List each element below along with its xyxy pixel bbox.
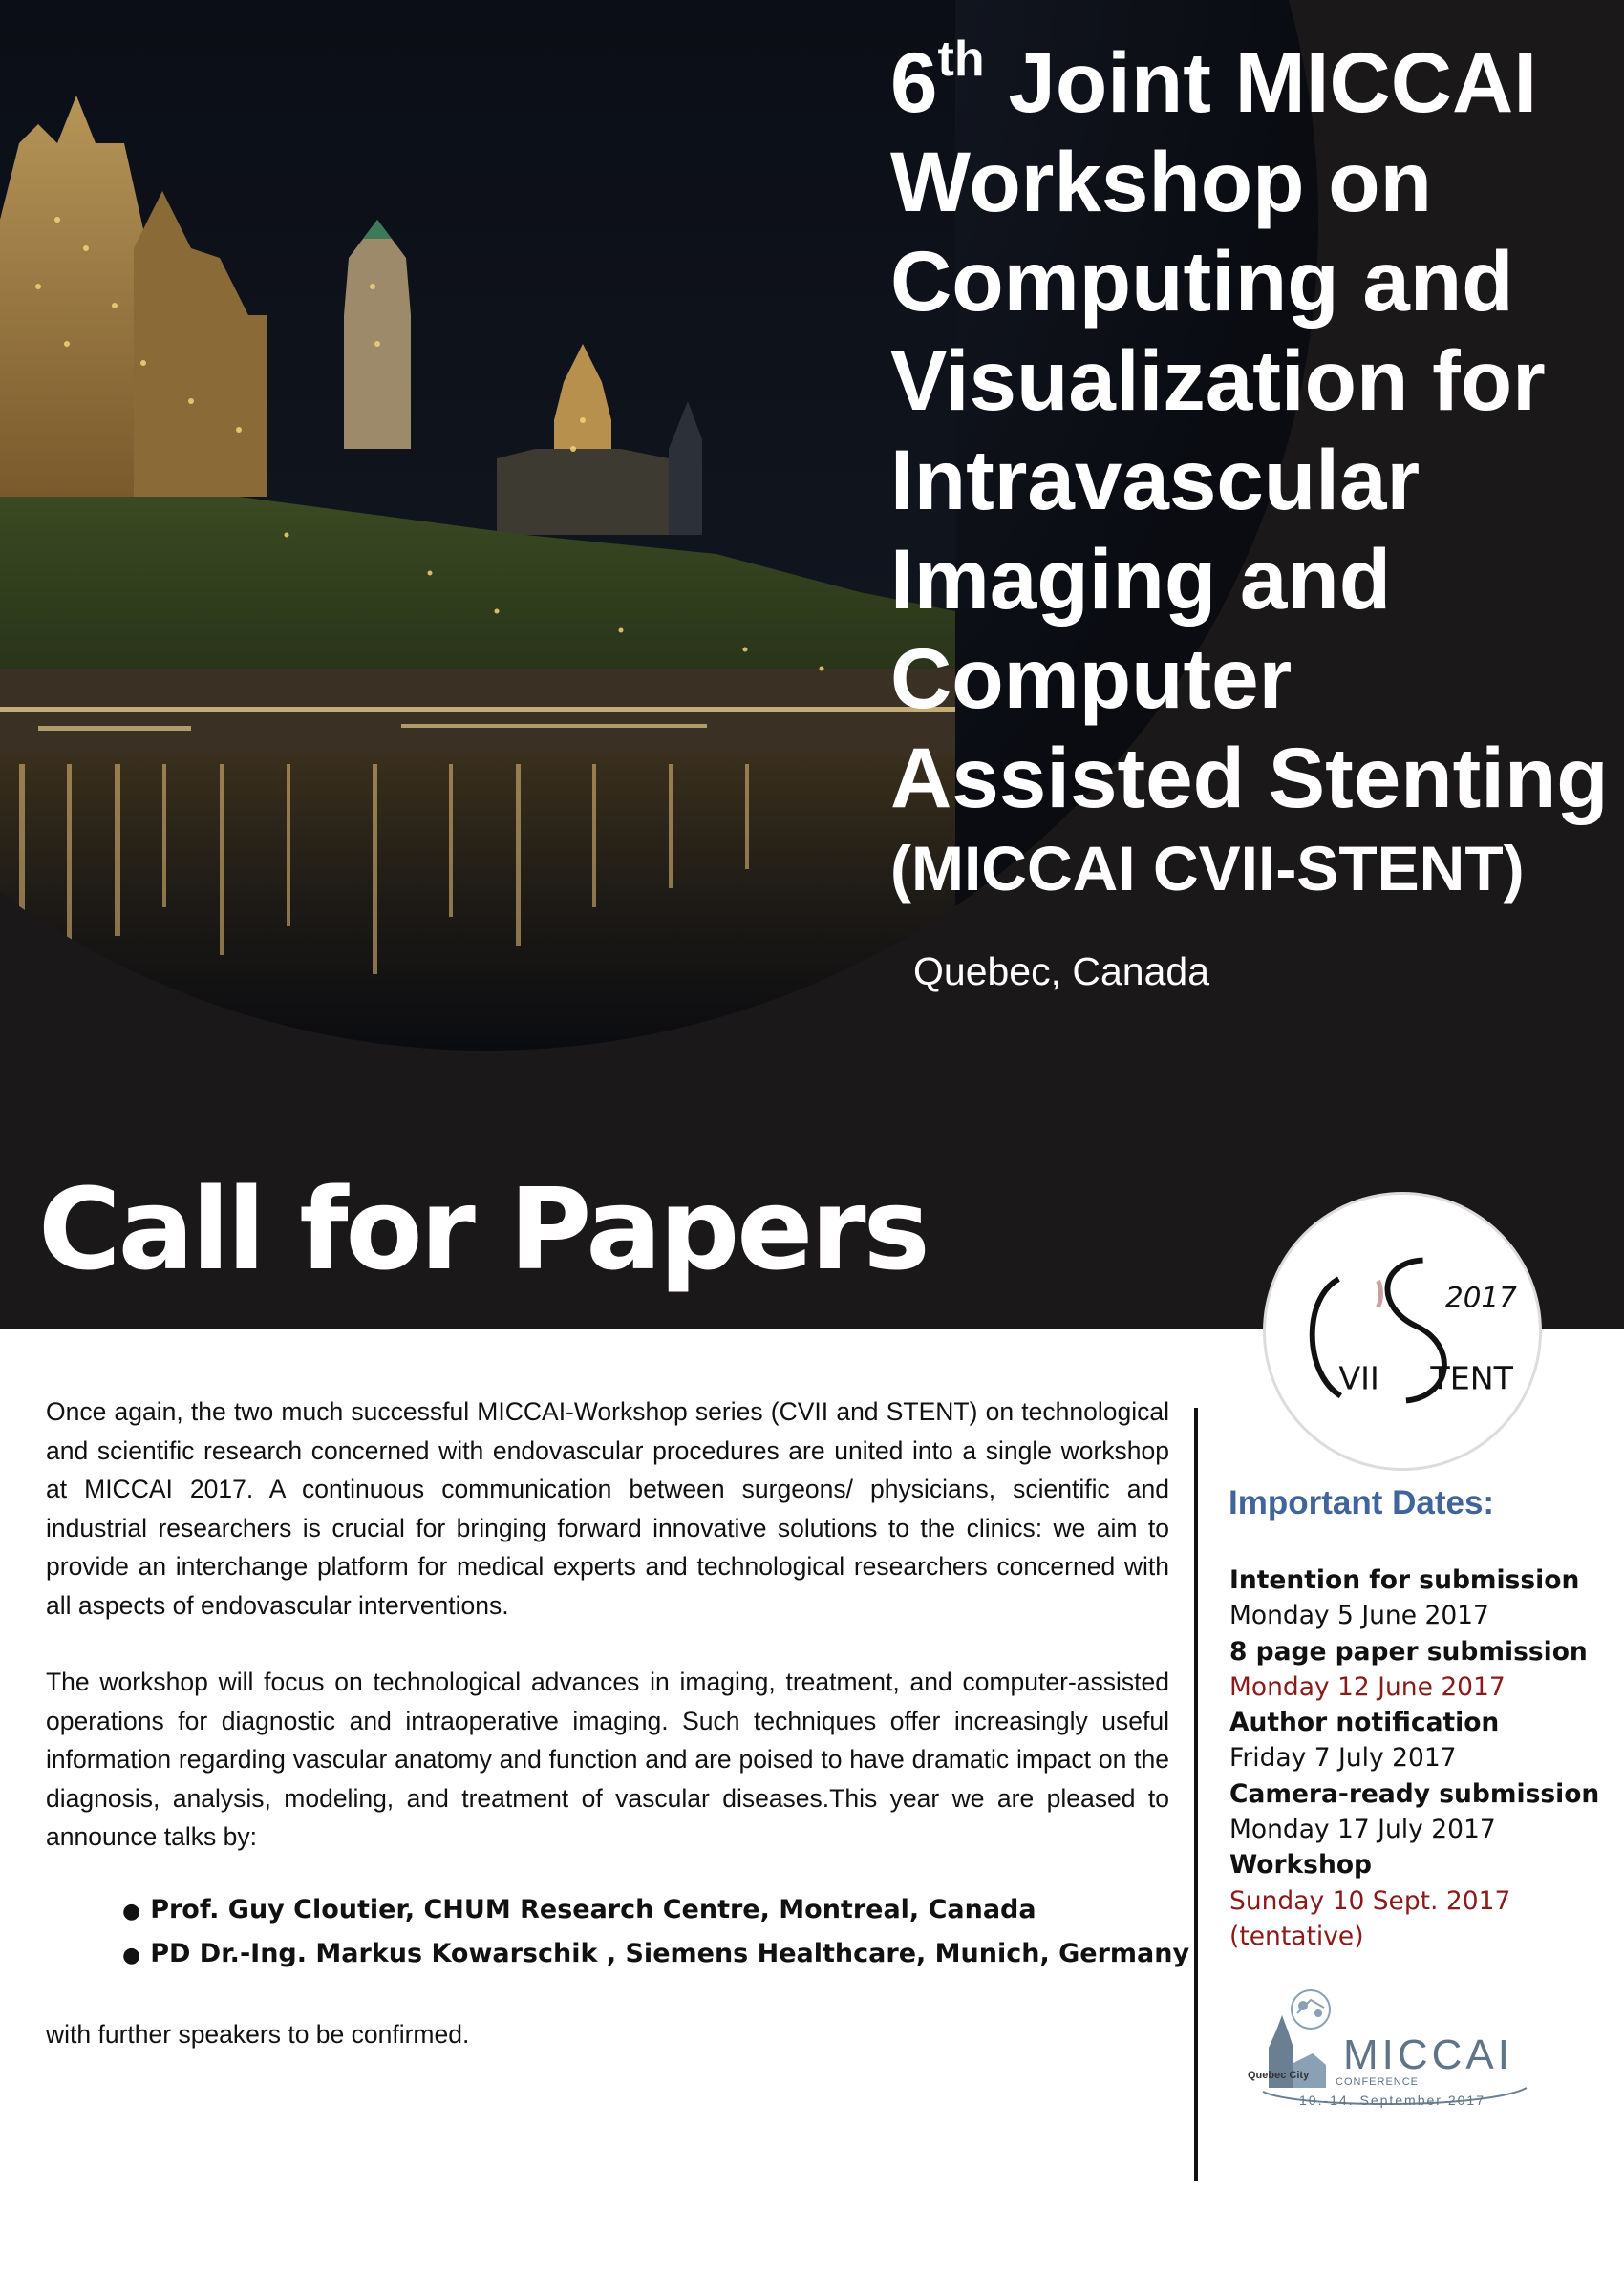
title-line-8: Assisted Stenting — [890, 730, 1609, 825]
brain-icon — [1292, 1990, 1330, 2029]
miccai-wordmark: MICCAI — [1343, 2031, 1513, 2078]
date-label: Workshop — [1229, 1850, 1372, 1881]
date-label: 8 page paper submission — [1229, 1636, 1588, 1667]
cvii-stent-logo — [1263, 1192, 1542, 1471]
speaker-item — [122, 1933, 1190, 1977]
title-line-1-text: Joint MICCAI — [984, 34, 1538, 130]
logo-vii-text: VII — [1338, 1359, 1379, 1397]
title-ordinal-number: 6 — [890, 34, 938, 130]
title-line-7: Computer — [890, 630, 1293, 726]
date-value: Sunday 10 Sept. 2017 — [1229, 1885, 1511, 1916]
title-ordinal-suffix: th — [937, 32, 985, 87]
title-line-1 — [890, 32, 1597, 132]
focus-paragraph: The workshop will focus on technological advances in imaging, treatment, and computer-assisted operations for diagnostic and intraoperative imaging. Such techniques offer increasingly useful information regarding vascular anatomy and function and are poised to have dramatic impact on the diagnosis, analysis, modeling, and treatment of vascular diseases.This year we are pleased to announce talks by: — [46, 1668, 1169, 1851]
important-dates-heading: Important Dates: — [1229, 1484, 1495, 1521]
call-for-papers-heading: Call for Papers — [38, 1163, 928, 1295]
title-acronym: (MICCAI CVII-STENT) — [890, 833, 1525, 904]
quebec-city-text: Quebec City — [1248, 2070, 1310, 2081]
title-line-5: Intravascular — [890, 432, 1421, 527]
intro-paragraph: Once again, the two much successful MICCAI-Workshop series (CVII and STENT) on technological and scientific research concerned with endovascular procedures are united into a single workshop at MICCAI 2017. A continuous communication between surgeons/ physicians, scientific and industrial researchers is crucial for bringing forward innovative solutions to the clinics: we aim to provide an interchange platform for medical experts and technological researchers concerned with all aspects of endovascular interventions. — [46, 1397, 1169, 1620]
date-value: Friday 7 July 2017 — [1229, 1743, 1457, 1774]
miccai-conference-logo — [1240, 1981, 1546, 2115]
title-line-6: Imaging and — [890, 531, 1392, 627]
title-line-4: Visualization for — [890, 332, 1546, 428]
conference-text: CONFERENCE — [1336, 2076, 1420, 2088]
speaker-name: Prof. Guy Cloutier, CHUM Research Centre, Montreal, Canada — [150, 1894, 1036, 1924]
quebec-skyline-illustration — [0, 0, 955, 1051]
vertical-divider — [1194, 1408, 1198, 2181]
bullet-icon: ● — [122, 1899, 141, 1924]
date-value: Monday 12 June 2017 — [1229, 1671, 1506, 1702]
cvii-stent-logo-graphic — [1266, 1195, 1539, 1468]
logo-c-curve — [1313, 1279, 1341, 1395]
workshop-title — [890, 32, 1609, 909]
important-dates-list — [1229, 1563, 1599, 1954]
conference-dates-text: 10.-14. September 2017 — [1299, 2093, 1485, 2108]
speaker-item — [122, 1889, 1169, 1933]
date-value: Monday 17 July 2017 — [1229, 1815, 1496, 1845]
body-content — [46, 1392, 1190, 2053]
closing-text: with further speakers to be confirmed. — [46, 2019, 470, 2049]
date-label: Author notification — [1229, 1708, 1500, 1738]
logo-accent-mark — [1378, 1281, 1381, 1307]
date-value: Monday 5 June 2017 — [1229, 1601, 1489, 1631]
title-line-2: Workshop on — [890, 134, 1432, 229]
speaker-name: PD Dr.-Ing. Markus Kowarschik , Siemens Healthcare, Munich, Germany — [150, 1938, 1190, 1968]
logo-year: 2017 — [1445, 1281, 1517, 1314]
location-text: Quebec, Canada — [913, 949, 1210, 993]
title-line-3: Computing and — [890, 233, 1514, 329]
date-label: Camera-ready submission — [1229, 1778, 1600, 1809]
date-label: Intention for submission — [1229, 1565, 1580, 1595]
speaker-list — [46, 1889, 1190, 1977]
logo-tent-text: TENT — [1430, 1359, 1514, 1397]
bullet-icon: ● — [122, 1943, 141, 1967]
date-note: (tentative) — [1229, 1921, 1364, 1951]
